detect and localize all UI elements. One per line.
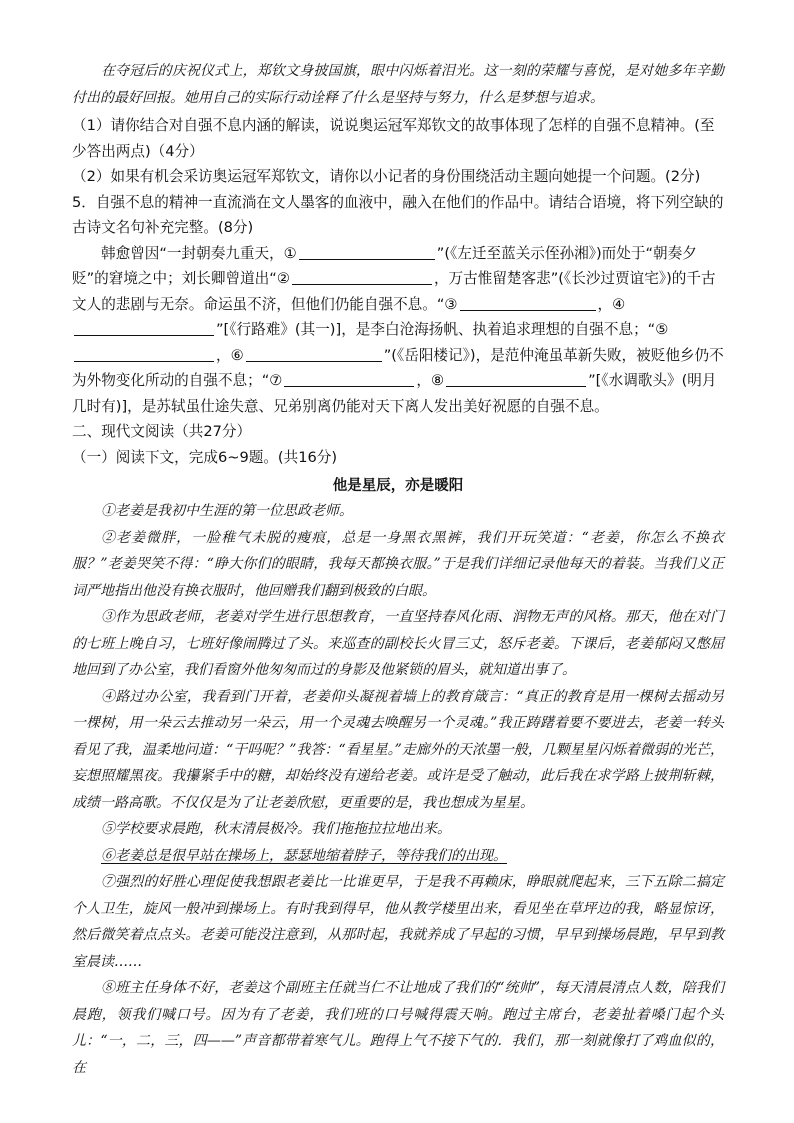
article-paragraph-3: ③作为思政老师，老姜对学生进行思想教育，一直坚持春风化雨、润物无声的风格。那天，他在对门的七班上晚自习，七班好像闹腾过了头。来巡查的副校长火冒三丈，怒斥老姜。下课后，老姜郁闷又憋屈地回到了办公室，我们看窗外他匆匆而过的身影及他紧锁的眉头，就知道出事了。	[72, 609, 724, 678]
article-paragraph-6	[72, 843, 724, 870]
article-title: 他是星辰，亦是暖阳	[332, 478, 464, 494]
article-paragraph-2: ②老姜微胖，一脸稚气未脱的瘦痕，总是一身黑衣黑裤，我们开玩笑道：“老姜，你怎么不换衣服？”老姜哭笑不得：“睁大你们的眼睛，我每天都换衣服。”于是我们详细记录他每天的着装。当我们义正词严地指出他没有换衣服时，他回赠我们翻到极致的白眼。	[72, 529, 724, 599]
answer-blank-5[interactable]	[74, 345, 214, 362]
answer-blank-6[interactable]	[246, 345, 382, 362]
section-2-heading: 二、现代文阅读（共27分）	[72, 423, 252, 440]
article-paragraph-7: ⑦强烈的好胜心理促使我想跟老姜比一比谁更早，于是我不再赖床，睁眼就爬起来，三下五除二搞定个人卫生，旋风一般冲到操场上。有时我到得早，他从教学楼里出来，看见坐在草坪边的我，略显惊讶，然后微笑着点点头。老姜可能没注意到，从那时起，我就养成了早起的习惯，早早到操场晨跑，早早到教室晨读……	[72, 874, 724, 970]
answer-blank-3[interactable]	[460, 294, 596, 311]
answer-blank-2[interactable]	[292, 268, 432, 285]
question-4-1: （1）请你结合对自强不息内涵的解读，说说奥运冠军郑钦文的故事体现了怎样的自强不息精神。(至少答出两点)（4分）	[72, 117, 715, 160]
answer-blank-7[interactable]	[284, 370, 414, 387]
answer-blank-1[interactable]	[299, 243, 435, 260]
underlined-sentence: ⑥老姜总是很早站在操场上，瑟瑟地缩着脖子，等待我们的出现。	[101, 847, 507, 864]
answer-blank-8[interactable]	[446, 370, 586, 387]
exam-page	[72, 58, 724, 1081]
question-4-2: （2）如果有机会采访奥运冠军郑钦文，请你以小记者的身份围绕活动主题向她提一个问题。(2分)	[72, 168, 701, 185]
intro-paragraph: 在夺冠后的庆祝仪式上，郑钦文身披国旗，眼中闪烁着泪光。这一刻的荣耀与喜悦，是对她多年辛勤付出的最好回报。她用自己的实际行动诠释了什么是坚持与努力，什么是梦想与追求。	[72, 63, 724, 106]
answer-blank-4[interactable]	[74, 319, 214, 336]
article-paragraph-8: ⑧班主任身体不好，老姜这个副班主任就当仁不让地成了我们的“统帅”，每天清晨清点人数，陪我们晨跑，领我们喊口号。因为有了老姜，我们班的口号喊得震天响。跑过主席台，老姜扯着嗓门起个头儿：“一，二，三，四——”声音都带着寒气儿。跑得上气不接下气的．我们，那一刻就像打了鸡血似的，在	[72, 980, 724, 1076]
subsection-1-heading: （一）阅读下文，完成6~9题。(共16分)	[72, 448, 338, 466]
article-paragraph-1: ①老姜是我初中生涯的第一位思政老师。	[101, 503, 353, 519]
article-paragraph-5: ⑤学校要求晨跑，秋末清晨极冷。我们拖拖拉拉地出来。	[101, 821, 451, 837]
question-5-fill-in: 韩愈曾因“一封朝奏九重天，① ”(《左迁至蓝关示侄孙湘》)而处于“朝奏夕贬”的窘境之中；刘长卿曾道出“② ，万古惟留楚客悲”(《长沙过贾谊宅》)的千古文人的悲剧与无奈。命运虽不济，但他们仍能自强不息。“③ ，④”[《行路难》(其一)]，是李白沧海扬帆、执着追求理想的自强不息；“⑤，⑥ ”(《岳阳楼记》)，是范仲淹虽革新失败，被贬他乡仍不为外物变化所动的自强不息；“⑦ ，⑧ ”[《水调歌头》(明月几时有)]，是苏轼虽仕途失意、兄弟别离仍能对天下离人发出美好祝愿的自强不息。	[72, 244, 724, 415]
article-paragraph-4: ④路过办公室，我看到门开着，老姜仰头凝视着墙上的教育箴言：“真正的教育是用一棵树去摇动另一棵树，用一朵云去推动另一朵云，用一个灵魂去唤醒另一个灵魂。”我正踌躇着要不要进去，老姜一转头看见了我，温柔地问道：“干吗呢？”我答：“看星星。”走廊外的天浓墨一般，几颗星星闪烁着微弱的光芒，妄想照耀黑夜。我攥紧手中的糖，却始终没有递给老姜。或许是受了触动，此后我在求学路上披荆斩棘，成绩一路高歌。不仅仅是为了让老姜欣慰，更重要的是，我也想成为星星。	[72, 688, 724, 811]
question-5-stem: 5．自强不息的精神一直流淌在文人墨客的血液中，融入在他们的作品中。请结合语境，将下列空缺的古诗文名句补充完整。(8分)	[72, 193, 724, 236]
